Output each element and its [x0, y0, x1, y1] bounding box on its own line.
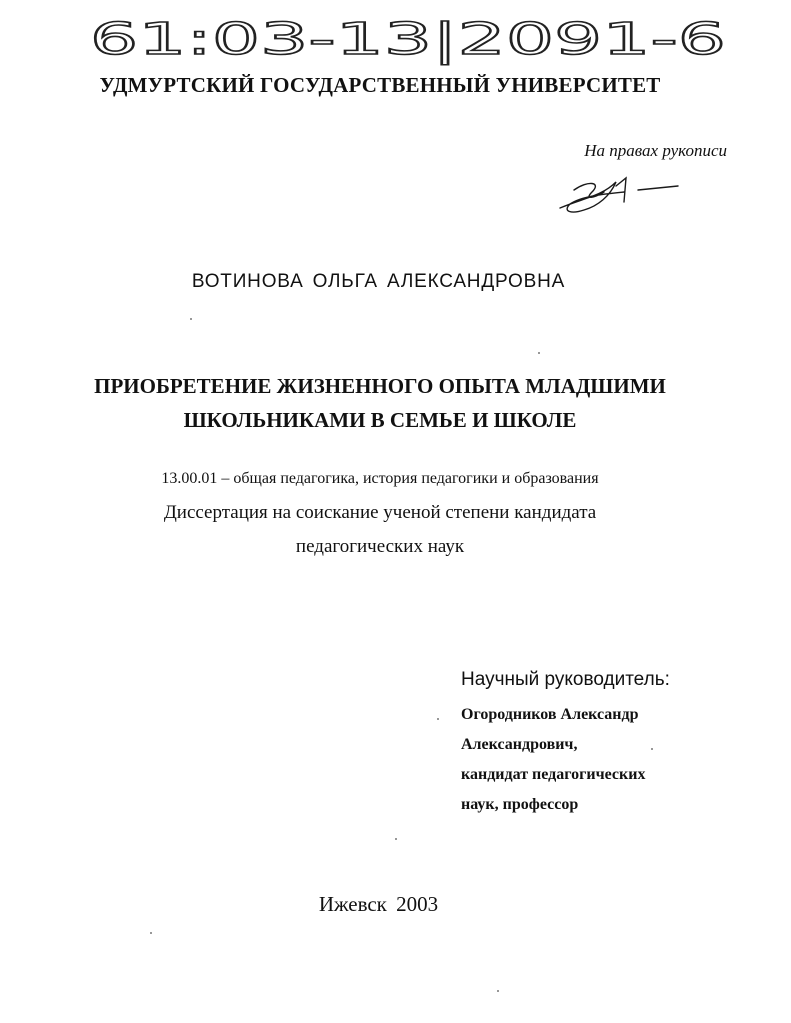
scan-speck [395, 838, 397, 840]
scan-speck [538, 352, 540, 354]
scan-speck [651, 748, 653, 750]
dissertation-title-line-1: ПРИОБРЕТЕНИЕ ЖИЗНЕННОГО ОПЫТА МЛАДШИМИ [94, 374, 666, 398]
dissertation-type-line-2: педагогических наук [295, 536, 465, 557]
specialty-code: 13.00.01 – общая педагогика, история педагогики и образования [161, 470, 599, 487]
scan-speck [150, 932, 152, 934]
advisor-label: Научный руководитель: [461, 669, 670, 690]
university-name: УДМУРТСКИЙ ГОСУДАРСТВЕННЫЙ УНИВЕРСИТЕТ [99, 73, 661, 97]
archive-stamp [88, 4, 728, 70]
scan-speck [497, 990, 499, 992]
manuscript-note: На правах рукописи [584, 141, 727, 160]
place-year: Ижевск 2003 [318, 892, 439, 916]
scan-speck [190, 318, 192, 320]
advisor-line-4: наук, профессор [461, 796, 579, 813]
advisor-line-2: Александрович, [461, 736, 578, 753]
dissertation-title-line-2: ШКОЛЬНИКАМИ В СЕМЬЕ И ШКОЛЕ [183, 408, 577, 432]
scan-speck [437, 718, 439, 720]
archive-stamp-text: 61:03-13|2091-6 [90, 14, 726, 65]
advisor-line-1: Огородников Александр [461, 706, 639, 723]
dissertation-type-line-1: Диссертация на соискание ученой степени кандидата [163, 502, 597, 523]
advisor-line-3: кандидат педагогических [461, 766, 646, 783]
signature [554, 168, 684, 220]
author-name: ВОТИНОВА ОЛЬГА АЛЕКСАНДРОВНА [191, 271, 566, 292]
